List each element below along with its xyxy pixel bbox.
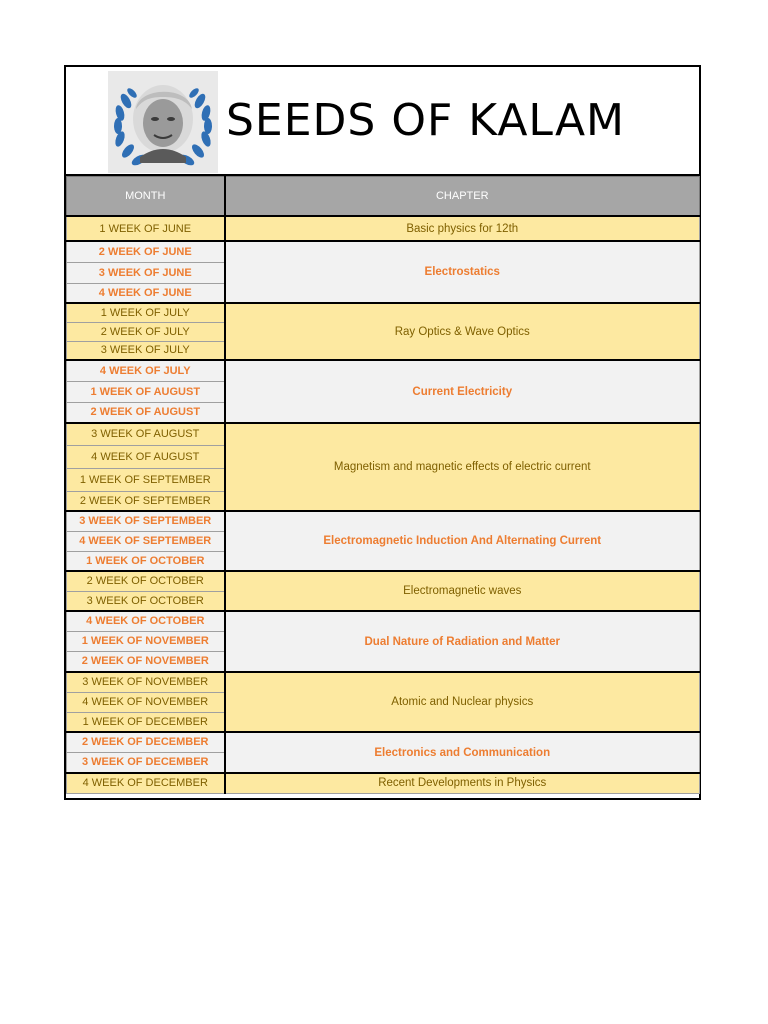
table-row: [67, 241, 700, 262]
week-cell: 1 WEEK OF AUGUST: [67, 381, 225, 402]
week-cell: 1 WEEK OF SEPTEMBER: [67, 468, 225, 491]
week-cell: 2 WEEK OF JUNE: [67, 241, 225, 262]
table-row: [67, 360, 700, 381]
table-row: [67, 216, 700, 241]
week-cell: 4 WEEK OF NOVEMBER: [67, 692, 225, 712]
table-row: [67, 732, 700, 752]
chapter-cell: Ray Optics & Wave Optics: [225, 303, 700, 360]
schedule-table: [66, 176, 700, 794]
chapter-cell: Atomic and Nuclear physics: [225, 672, 700, 732]
chapter-cell: Basic physics for 12th: [225, 216, 700, 241]
week-cell: 3 WEEK OF OCTOBER: [67, 591, 225, 611]
chapter-cell: Magnetism and magnetic effects of electric current: [225, 423, 700, 511]
week-cell: 4 WEEK OF JULY: [67, 360, 225, 381]
chapter-cell: Electronics and Communication: [225, 732, 700, 773]
chapter-cell: Recent Developments in Physics: [225, 773, 700, 793]
page-title: SEEDS OF KALAM: [226, 95, 626, 146]
week-cell: 1 WEEK OF NOVEMBER: [67, 631, 225, 651]
week-cell: 3 WEEK OF JUNE: [67, 262, 225, 283]
week-cell: 2 WEEK OF SEPTEMBER: [67, 491, 225, 511]
schedule-sheet: [64, 65, 701, 800]
header: [66, 67, 699, 176]
week-cell: 1 WEEK OF JUNE: [67, 216, 225, 241]
week-cell: 1 WEEK OF DECEMBER: [67, 712, 225, 732]
week-cell: 1 WEEK OF JULY: [67, 303, 225, 322]
chapter-cell: Electromagnetic Induction And Alternating Current: [225, 511, 700, 571]
week-cell: 3 WEEK OF JULY: [67, 341, 225, 360]
table-row: [67, 423, 700, 445]
schedule-body: [67, 216, 700, 793]
week-cell: 2 WEEK OF OCTOBER: [67, 571, 225, 591]
column-header-month: MONTH: [67, 177, 225, 217]
week-cell: 4 WEEK OF JUNE: [67, 283, 225, 303]
week-cell: 2 WEEK OF JULY: [67, 322, 225, 341]
week-cell: 3 WEEK OF SEPTEMBER: [67, 511, 225, 531]
chapter-cell: Current Electricity: [225, 360, 700, 423]
week-cell: 4 WEEK OF AUGUST: [67, 445, 225, 468]
table-row: [67, 773, 700, 793]
week-cell: 4 WEEK OF OCTOBER: [67, 611, 225, 631]
table-row: [67, 611, 700, 631]
schedule-table-wrap: [66, 176, 699, 794]
chapter-cell: Electromagnetic waves: [225, 571, 700, 611]
chapter-cell: Dual Nature of Radiation and Matter: [225, 611, 700, 672]
chapter-cell: Electrostatics: [225, 241, 700, 303]
table-row: [67, 511, 700, 531]
table-row: [67, 672, 700, 692]
week-cell: 3 WEEK OF DECEMBER: [67, 752, 225, 773]
week-cell: 3 WEEK OF AUGUST: [67, 423, 225, 445]
week-cell: 2 WEEK OF DECEMBER: [67, 732, 225, 752]
table-row: [67, 303, 700, 322]
week-cell: 2 WEEK OF NOVEMBER: [67, 651, 225, 672]
column-header-chapter: CHAPTER: [225, 177, 700, 217]
portrait-laurel-wreath-icon: [108, 71, 218, 173]
week-cell: 4 WEEK OF DECEMBER: [67, 773, 225, 793]
table-row: [67, 571, 700, 591]
week-cell: 2 WEEK OF AUGUST: [67, 402, 225, 423]
week-cell: 4 WEEK OF SEPTEMBER: [67, 531, 225, 551]
week-cell: 3 WEEK OF NOVEMBER: [67, 672, 225, 692]
week-cell: 1 WEEK OF OCTOBER: [67, 551, 225, 571]
table-header-row: [67, 177, 700, 217]
